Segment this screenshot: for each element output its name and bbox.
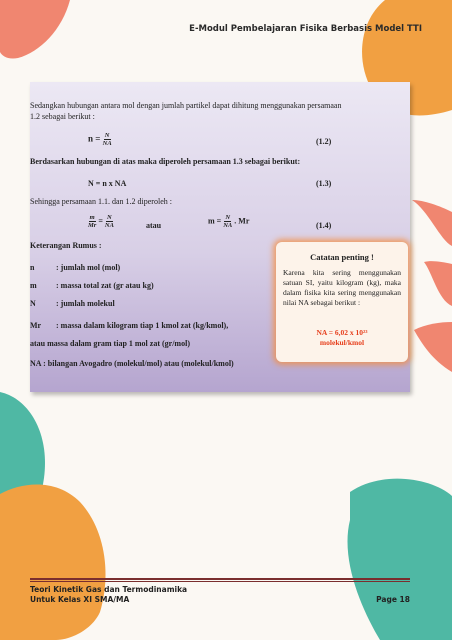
footer-class: Untuk Kelas XI SMA/MA	[30, 595, 130, 604]
note-title: Catatan penting !	[310, 252, 374, 262]
module-header-title: E-Modul Pembelajaran Fisika Berbasis Model TTI	[189, 24, 422, 34]
equation-1-4a: $\frac{m}{Mr}$ = $\frac{N}{NA}$	[88, 214, 114, 229]
combine-text: Sehingga persamaan 1.1. dan 1.2 diperoleh :	[30, 197, 172, 206]
footer-subject: Teori Kinetik Gas dan Termodinamika	[30, 585, 188, 594]
legend-description: : jumlah mol (mol)	[56, 263, 121, 272]
legend-avogadro: NA : bilangan Avogadro (molekul/mol) atau (molekul/kmol)	[30, 359, 234, 368]
equation-1-2: n = $\frac{N}{NA}$	[88, 132, 112, 147]
legend-symbol: Mr	[30, 321, 42, 330]
derived-text: Berdasarkan hubungan di atas maka diperoleh persamaan 1.3 sebagai berikut:	[30, 157, 301, 166]
legend-continuation: atau massa dalam gram tiap 1 mol zat (gr/mol)	[30, 339, 190, 348]
equation-1-3-label: (1.3)	[316, 179, 332, 188]
intro-text: Sedangkan hubungan antara mol dengan jumlah partikel dapat dihitung menggunakan persamaan	[30, 101, 342, 110]
legend-symbol: n	[30, 263, 35, 272]
page-number: Page 18	[376, 595, 410, 604]
equation-or: atau	[146, 221, 162, 230]
note-body: Karena kita sering menggunakan satuan SI, yaitu kilogram (kg), maka dalam fisika kita sering menggunakan nilai NA sebagai berikut :	[283, 268, 401, 307]
footer-divider	[30, 578, 410, 580]
important-note-box	[276, 242, 408, 362]
avogadro-constant: NA = 6,02 x 10²³ molekul/kmol	[316, 328, 368, 347]
equation-1-2-label: (1.2)	[316, 137, 332, 146]
legend-description: : jumlah molekul	[56, 299, 115, 308]
equation-1-3: N = n x NA	[88, 179, 127, 188]
footer-divider-thin	[30, 581, 410, 582]
legend-description: : massa total zat (gr atau kg)	[56, 281, 154, 290]
legend-description: : massa dalam kilogram tiap 1 kmol zat (kg/kmol),	[56, 321, 229, 330]
legend-symbol: m	[30, 281, 37, 290]
keterangan-title: Keterangan Rumus :	[30, 241, 102, 250]
intro-text-cont: 1.2 sebagai berikut :	[30, 112, 95, 121]
equation-1-4b: m = $\frac{N}{NA}$ . Mr	[208, 214, 250, 229]
equation-1-4-label: (1.4)	[316, 221, 332, 230]
legend-symbol: N	[30, 299, 36, 308]
